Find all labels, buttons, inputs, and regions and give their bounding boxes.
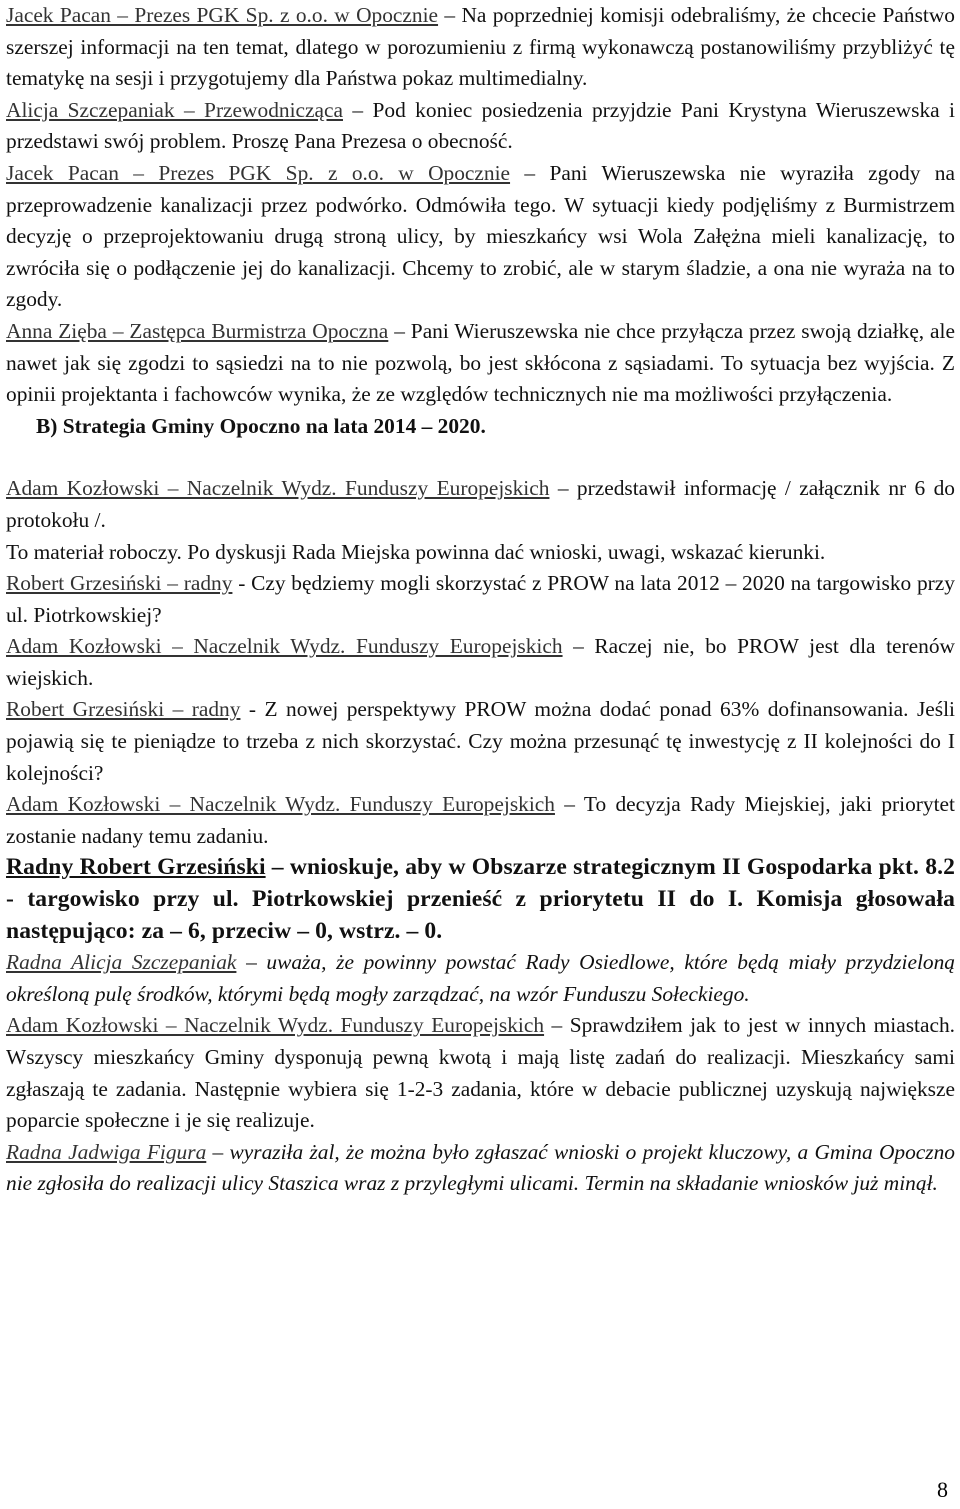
paragraph-text: – Pani Wieruszewska nie chce przyłącza przez swoją działkę, ale nawet jak się zgodzi to sąsiedzi na to nie pozwolą, bo jest skłócona z sąsiadami. To sytuacja bez wyjścia. Z opinii projektanta i fachowców wynika, że ze względów technicznych nie ma możliwości przyłączenia. (6, 318, 955, 407)
speaker-name: Alicja Szczepaniak – Przewodnicząca (6, 97, 343, 122)
speaker-name: Jacek Pacan – Prezes PGK Sp. z o.o. w Opocznie (6, 160, 511, 185)
paragraph-kozlowski-1 (6, 473, 955, 536)
paragraph-text: – Sprawdziłem jak to jest w innych miastach. Wszyscy mieszkańcy Gminy dysponują pewną kwotą i mają listę zadań do realizacji. Mieszkańcy sami zgłaszają te zadania. Następnie wybiera się 1-2-3 zadania, które w debacie publicznej uzyskują największe poparcie społeczne i je się realizuje. (6, 1013, 956, 1133)
speaker-name: Radny Robert Grzesiński (6, 854, 266, 881)
paragraph-text: – uważa, że powinny powstać Rady Osiedlowe, które będą miały przydzieloną określoną pulę środków, którymi będą mogły zarządzać, na wzór Funduszu Sołeckiego. (6, 950, 955, 1006)
paragraph-text: – przedstawił informację / załącznik nr 6 do protokołu /. (6, 476, 955, 532)
paragraph-zieba (6, 316, 955, 411)
paragraph-working-material: To materiał roboczy. Po dyskusji Rada Miejska powinna dać wnioski, uwagi, wskazać kierunki. (6, 539, 826, 564)
paragraph-figura (6, 1137, 955, 1200)
paragraph-pacan-1 (6, 0, 955, 95)
paragraph-text: – wyraziła żal, że można było zgłaszać wnioski o projekt kluczowy, a Gmina Opoczno nie zgłosiła do realizacji ulicy Staszica wraz z przyległymi ulicami. Termin na składanie wniosków już minął. (6, 1139, 955, 1196)
paragraph-grzesinski-2 (6, 694, 955, 789)
speaker-name: Adam Kozłowski – Naczelnik Wydz. Funduszy Europejskich (6, 634, 563, 659)
paragraph-text: – Pod koniec posiedzenia przyjdzie Pani Krystyna Wieruszewska i przedstawi swój problem. Proszę Pana Prezesa o obecność. (6, 97, 955, 154)
speaker-name: Adam Kozłowski – Naczelnik Wydz. Funduszy Europejskich (6, 792, 555, 817)
paragraph-text: – Na poprzedniej komisji odebraliśmy, że chcecie Państwo szerszej informacji na ten temat, dlatego w porozumieniu z firmą wykonawczą postanowiliśmy przybliżyć tę tematykę na sesji i przygotujemy dla Państwa pokaz multimedialny. (6, 3, 955, 91)
paragraph-kozlowski-3 (6, 789, 955, 852)
speaker-name: Radna Alicja Szczepaniak (6, 950, 237, 975)
speaker-name: Jacek Pacan – Prezes PGK Sp. z o.o. w Opocznie (6, 3, 439, 27)
speaker-name: Anna Zięba – Zastępca Burmistrza Opoczna (6, 318, 389, 343)
paragraph-text: - Czy będziemy mogli skorzystać z PROW na lata 2012 – 2020 na targowisko przy ul. Piotrkowskiej? (6, 571, 955, 627)
speaker-name: Robert Grzesiński – radny (6, 697, 241, 722)
speaker-name: Adam Kozłowski – Naczelnik Wydz. Funduszy Europejskich (6, 476, 550, 501)
paragraph-pacan-2 (6, 158, 955, 316)
paragraph-text: – To decyzja Rady Miejskiej, jaki priorytet zostanie nadany temu zadaniu. (6, 792, 955, 848)
section-heading: B) Strategia Gminy Opoczno na lata 2014 – 2020. (36, 413, 486, 438)
paragraph-kozlowski-2 (6, 631, 955, 694)
speaker-name: Radna Jadwiga Figura (6, 1139, 207, 1164)
paragraph-text: – Raczej nie, bo PROW jest dla terenów wiejskich. (6, 634, 955, 690)
paragraph-text: – wnioskuje, aby w Obszarze strategicznym II Gospodarka pkt. 8.2 - targowisko przy ul. Piotrkowskiej przenieść z priorytetu II do I. Komisja głosowała następująco: za – 6, przeciw – 0, wstrz. – 0. (6, 854, 955, 944)
page-number: 8 (937, 1477, 948, 1502)
paragraph-szczepaniak-2 (6, 947, 955, 1010)
paragraph-kozlowski-4 (6, 1010, 955, 1136)
speaker-name: Robert Grzesiński – radny (6, 571, 233, 596)
paragraph-text: - Z nowej perspektywy PROW można dodać ponad 63% dofinansowania. Jeśli pojawią się te pieniądze to trzeba z nich skorzystać. Czy można przesunąć tę inwestycję z II kolejności do I kolejności? (6, 697, 955, 785)
paragraph-text: – Pani Wieruszewska nie wyraziła zgody na przeprowadzenie kanalizacji przez podwórko. Odmówiła tego. W sytuacji kiedy podjęliśmy z Burmistrzem decyzję o przeprojektowaniu drugą stroną ulicy, by mieszkańcy wsi Wola Załężna mieli kanalizację, to zwróciła się o podłączenie jej do kanalizacji. Chcemy to zrobić, ale w starym śladzie, a ona nie wyraża na to zgody. (6, 160, 955, 312)
paragraph-szczepaniak-1 (6, 95, 955, 158)
paragraph-grzesinski-1 (6, 568, 955, 631)
speaker-name: Adam Kozłowski – Naczelnik Wydz. Funduszy Europejskich (6, 1013, 545, 1038)
paragraph-motion-grzesinski (6, 852, 955, 947)
